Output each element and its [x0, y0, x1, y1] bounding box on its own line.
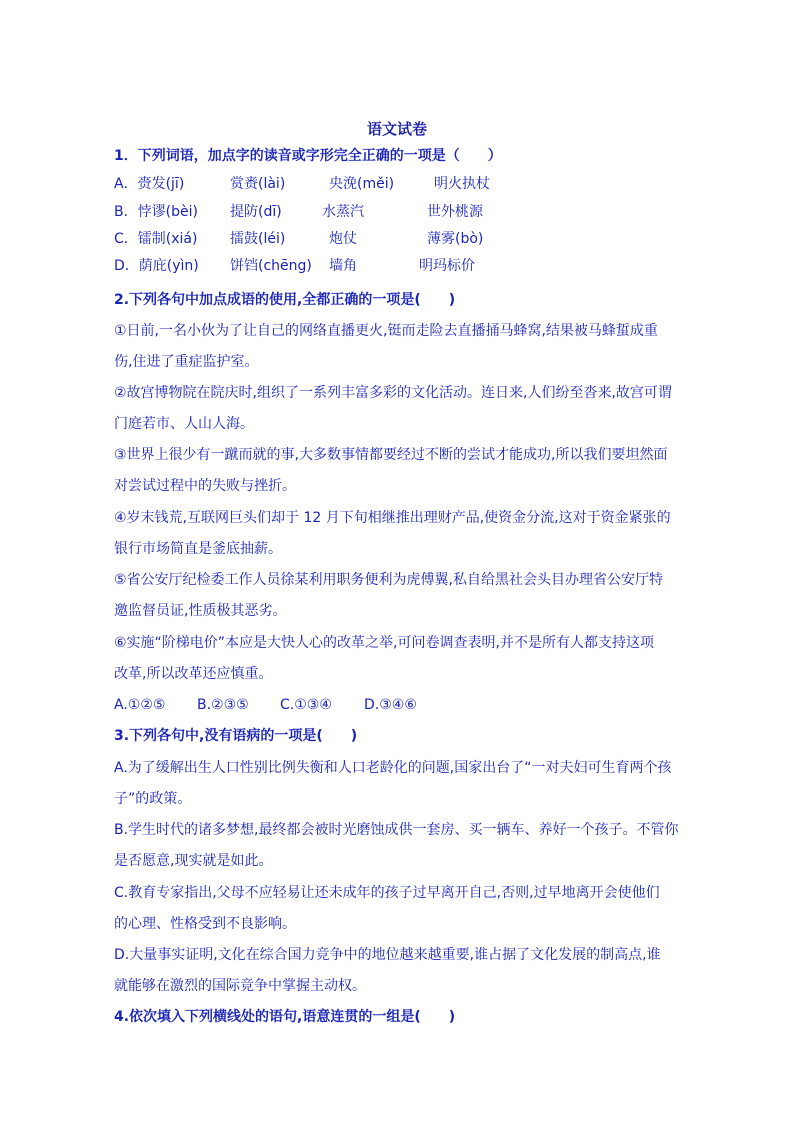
q3-line: B.学生时代的诸多梦想,最终都会被时光磨蚀成供一套房、买一辆车、养好一个孩子。不管你 [114, 822, 679, 838]
q3-stem: 3.下列各句中,没有语病的一项是( ) [114, 728, 358, 744]
q2-line: ⑤省公安厅纪检委工作人员徐某利用职务便利为虎傅翼,私自给黑社会头目办理省公安厅特 [114, 572, 663, 588]
q2-line: ③世界上很少有一蹴而就的事,大多数事情都要经过不断的尝试才能成功,所以我们要坦然面 [114, 447, 668, 463]
q3-line: D.大量事实证明,文化在综合国力竞争中的地位越来越重要,谁占据了文化发展的制高点,谁 [114, 947, 661, 963]
q1-option-b [114, 202, 674, 222]
q1-stem: 1．下列词语，加点字的读音或字形完全正确的一项是（ ） [114, 148, 502, 164]
q1-b-item-4: 世外桃源 [427, 204, 483, 220]
q3-line: 是否愿意,现实就是如此。 [114, 853, 273, 869]
q1-c-item-3: 炮仗 [329, 231, 357, 247]
q2-options [114, 695, 514, 715]
q2-line: 门庭若市、人山人海。 [114, 416, 254, 432]
q2-option-d: D.③④⑥ [364, 697, 417, 713]
q2-line: ①日前,一名小伙为了让自己的网络直播更火,铤而走险去直播捅马蜂窝,结果被马蜂蜇成重 [114, 323, 658, 339]
q2-option-c: C.①③④ [280, 697, 332, 713]
q1-a-item-3: 央浼(měi) [329, 176, 395, 192]
q2-line: 伤,住进了重症监护室。 [114, 354, 259, 370]
q2-line: ④岁末钱荒,互联网巨头们却于 12 月下旬相继推出理财产品,使资金分流,这对于资金紧张的 [114, 510, 671, 526]
q2-line: 改革,所以改革还应慎重。 [114, 666, 273, 682]
q2-line: 邀监督员证,性质极其恶劣。 [114, 603, 287, 619]
q2-line: ⑥实施“阶梯电价”本应是大快人心的改革之举,可问卷调查表明,并不是所有人都支持这项 [114, 635, 654, 651]
q1-option-d [114, 256, 674, 276]
page-title: 语文试卷 [366, 120, 427, 138]
q1-a-item-1: A．赍发(jī) [114, 176, 185, 192]
q2-line: 对尝试过程中的失败与挫折。 [114, 478, 296, 494]
q1-c-item-4: 薄雾(bò) [427, 231, 484, 247]
q1-d-item-4: 明玛标价 [419, 258, 475, 274]
q3-line: C.教育专家指出,父母不应轻易让还未成年的孩子过早离开自己,否则,过早地离开会使他们 [114, 885, 660, 901]
q2-line: 银行市场简直是釜底抽薪。 [114, 541, 282, 557]
q1-b-item-1: B．悖谬(bèi) [114, 204, 198, 220]
q2-stem: 2.下列各句中加点成语的使用,全都正确的一项是( ) [114, 292, 456, 308]
q3-line: 就能够在激烈的国际竞争中掌握主动权。 [114, 978, 366, 994]
q1-c-item-2: 擂鼓(léi) [230, 231, 286, 247]
q1-d-item-3: 墙角 [329, 258, 357, 274]
q1-option-a [114, 174, 674, 194]
q1-option-c [114, 229, 674, 249]
q3-line: 的心理、性格受到不良影响。 [114, 916, 296, 932]
q1-c-item-1: C．镭制(xiá) [114, 231, 198, 247]
q1-d-item-1: D．荫庇(yìn) [114, 258, 199, 274]
q4-stem: 4.依次填入下列横线处的语句,语意连贯的一组是( ) [114, 1009, 456, 1025]
q1-b-item-2: 提防(dī) [230, 204, 282, 220]
q3-line: A.为了缓解出生人口性别比例失衡和人口老龄化的问题,国家出台了“一对夫妇可生育两个孩 [114, 760, 672, 776]
q2-option-b: B.②③⑤ [197, 697, 249, 713]
q3-line: 子”的政策。 [114, 791, 192, 807]
q1-d-item-2: 饼铛(chēng) [230, 258, 312, 274]
q2-option-a: A.①②⑤ [114, 697, 166, 713]
q1-a-item-2: 赏赉(lài) [230, 176, 286, 192]
q1-a-item-4: 明火执杖 [434, 176, 490, 192]
q1-b-item-3: 水蒸汽 [322, 204, 364, 220]
q2-line: ②故宫博物院在院庆时,组织了一系列丰富多彩的文化活动。连日来,人们纷至沓来,故宫可谓 [114, 385, 672, 401]
